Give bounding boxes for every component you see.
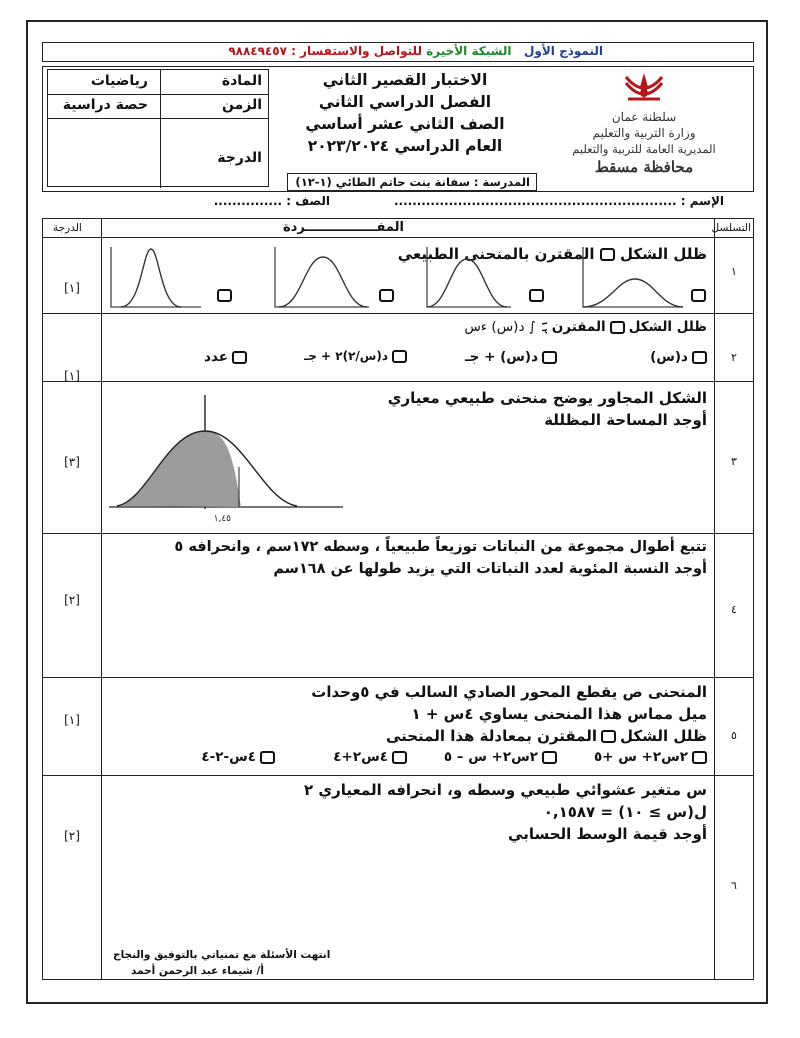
q6-mark: [٢] bbox=[64, 829, 80, 843]
time-value: حصة دراسية bbox=[62, 97, 148, 113]
subject-label: المادة bbox=[221, 73, 262, 89]
col-serial-header: التسلسل bbox=[711, 222, 751, 234]
q5-line-2: ميل مماس هذا المنحنى يساوي ٤س + ١ bbox=[411, 705, 707, 723]
q3-line-2: أوجد المساحة المظللة bbox=[544, 411, 707, 429]
q2-integral-limits: ٢ ١ bbox=[539, 320, 549, 334]
student-class-field[interactable]: الصف : ............... bbox=[213, 194, 330, 208]
q5-option-3 bbox=[333, 749, 407, 765]
q5-checkbox-3[interactable] bbox=[392, 751, 407, 764]
col-grade-header: الدرجة bbox=[53, 222, 82, 234]
time-label: الزمن bbox=[221, 97, 262, 113]
network-label: الشبكة الأخيرة bbox=[426, 44, 512, 58]
info-table bbox=[47, 69, 269, 187]
q3-normal-curve bbox=[107, 391, 347, 531]
q2-option-3-text: د(س/٢)٢ + جـ bbox=[304, 349, 388, 363]
q2-text-b: المقترن bbox=[551, 319, 606, 335]
q1-curve-option-2 bbox=[271, 245, 371, 311]
student-name-field[interactable]: الإسم : .............................................................. bbox=[393, 194, 724, 208]
q2-option-3 bbox=[304, 349, 407, 363]
q1-curve-option-3 bbox=[423, 245, 513, 311]
q5-option-4-text: ٤س-٢-٤ bbox=[201, 749, 256, 765]
logo-line-1: سلطنة عمان bbox=[611, 110, 677, 124]
q1-curve-option-1 bbox=[107, 245, 203, 311]
q5-inline-checkbox bbox=[601, 730, 616, 743]
q1-checkbox-1[interactable] bbox=[217, 289, 232, 302]
q5-number: ٥ bbox=[731, 729, 737, 742]
contact-label: للتواصل والاستفسار : ٩٨٨٤٩٤٥٧ bbox=[228, 44, 422, 58]
q6-line-3: أوجد قيمة الوسط الحسابي bbox=[508, 825, 707, 843]
q5-line-3-b: المقترن بمعادلة هذا المنحنى bbox=[385, 727, 597, 745]
q5-line-1: المنحنى ص يقطع المحور الصادي السالب في ٥وحدات bbox=[311, 683, 707, 701]
footer-line-1: انتهت الأسئلة مع تمنياتي بالتوفيق والنجاح bbox=[113, 949, 331, 961]
q2-text bbox=[464, 319, 707, 335]
q5-checkbox-4[interactable] bbox=[260, 751, 275, 764]
q1-checkbox-2[interactable] bbox=[379, 289, 394, 302]
q2-checkbox-1[interactable] bbox=[692, 351, 707, 364]
q1-mark: [١] bbox=[64, 281, 80, 295]
emblem-icon bbox=[614, 69, 674, 109]
q5-line-3-a: ظلل الشكل bbox=[619, 727, 707, 745]
q4-line-2: أوجد النسبة المئوية لعدد النباتات التي يزيد طولها عن ١٦٨سم bbox=[273, 561, 707, 577]
q2-option-1 bbox=[650, 349, 707, 365]
q5-option-4 bbox=[201, 749, 275, 765]
q5-option-2-text: ٢س٢+ س – ٥ bbox=[443, 749, 538, 765]
top-banner bbox=[42, 42, 754, 62]
q2-option-4 bbox=[204, 349, 247, 365]
q3-mark: [٣] bbox=[64, 455, 80, 469]
title-line-3: الصف الثاني عشر أساسي bbox=[305, 115, 505, 133]
grade-label: الدرجة bbox=[217, 150, 262, 166]
q2-option-2 bbox=[465, 349, 557, 365]
q3-number: ٣ bbox=[731, 455, 737, 468]
q1-checkbox-4[interactable] bbox=[691, 289, 706, 302]
q5-option-2 bbox=[444, 749, 557, 765]
footer-line-2: أ/ شيماء عبد الرحمن أحمد bbox=[131, 965, 264, 977]
q1-curve-option-4 bbox=[579, 245, 685, 311]
q2-inline-checkbox bbox=[610, 321, 625, 334]
header-block bbox=[42, 66, 754, 192]
q1-checkbox-3[interactable] bbox=[529, 289, 544, 302]
q5-option-1-text: ٢س٢+ س +٥ bbox=[593, 749, 688, 765]
q5-line-3 bbox=[386, 727, 707, 745]
logo-line-3: المديرية العامة للتربية والتعليم bbox=[572, 142, 716, 156]
q5-checkbox-2[interactable] bbox=[542, 751, 557, 764]
q1-number: ١ bbox=[731, 265, 737, 278]
q2-checkbox-2[interactable] bbox=[542, 351, 557, 364]
q6-line-2: ل(س ≥ ١٠) = ٠,١٥٨٧ bbox=[543, 803, 707, 821]
q1-text-b: المقترن بالمنحنى الطبيعي bbox=[397, 245, 595, 263]
ministry-logo bbox=[539, 69, 749, 189]
school-box bbox=[287, 173, 537, 191]
col-item-header: المفــــــــــــــــردة bbox=[283, 220, 404, 235]
q2-number: ٢ bbox=[731, 351, 737, 364]
q6-number: ٦ bbox=[731, 879, 737, 892]
q2-checkbox-3[interactable] bbox=[392, 350, 407, 363]
exam-title bbox=[275, 69, 535, 157]
logo-line-4: محافظة مسقط bbox=[594, 158, 694, 176]
q6-line-1: س متغير عشوائي طبيعي وسطه و، انحرافه المعياري ٢ bbox=[303, 781, 707, 799]
q3-axis-label: ١,٤٥ bbox=[213, 514, 231, 524]
title-line-1: الاختبار القصير الثاني bbox=[322, 71, 488, 89]
q5-checkbox-1[interactable] bbox=[692, 751, 707, 764]
q2-integral: ∫ د(س) ءس bbox=[464, 319, 536, 335]
title-line-2: الفصل الدراسي الثاني bbox=[318, 93, 492, 111]
q2-option-4-text: عدد bbox=[204, 349, 228, 365]
q2-text-a: ظلل الشكل bbox=[628, 319, 707, 335]
q5-mark: [١] bbox=[64, 713, 80, 727]
q4-line-1: تتبع أطوال مجموعة من النباتات توزيعاً طبيعياً ، وسطه ١٧٢سم ، وانحرافه ٥ bbox=[174, 539, 707, 555]
q2-mark: [١] bbox=[64, 369, 80, 383]
q5-option-3-text: ٤س٢+٤ bbox=[333, 749, 388, 765]
q3-line-1: الشكل المجاور يوضح منحنى طبيعي معياري bbox=[387, 389, 707, 407]
logo-line-2: وزارة التربية والتعليم bbox=[592, 126, 696, 140]
q4-number: ٤ bbox=[731, 603, 737, 616]
q1-text-a: ظلل الشكل bbox=[619, 245, 707, 263]
q2-option-1-text: د(س) bbox=[650, 349, 688, 365]
q2-option-2-text: د(س) + جـ bbox=[465, 349, 538, 365]
subject-value: رياضيات bbox=[90, 73, 148, 89]
school-name: المدرسة : سفانة بنت حاتم الطائي (١-١٢) bbox=[295, 175, 530, 189]
q5-option-1 bbox=[594, 749, 707, 765]
title-line-4: العام الدراسي ٢٠٢٣/٢٠٢٤ bbox=[307, 137, 503, 155]
q2-checkbox-4[interactable] bbox=[232, 351, 247, 364]
questions-table bbox=[42, 218, 754, 980]
model-label: النموذج الأول bbox=[524, 44, 603, 58]
q4-mark: [٢] bbox=[64, 593, 80, 607]
exam-page bbox=[26, 20, 768, 1004]
